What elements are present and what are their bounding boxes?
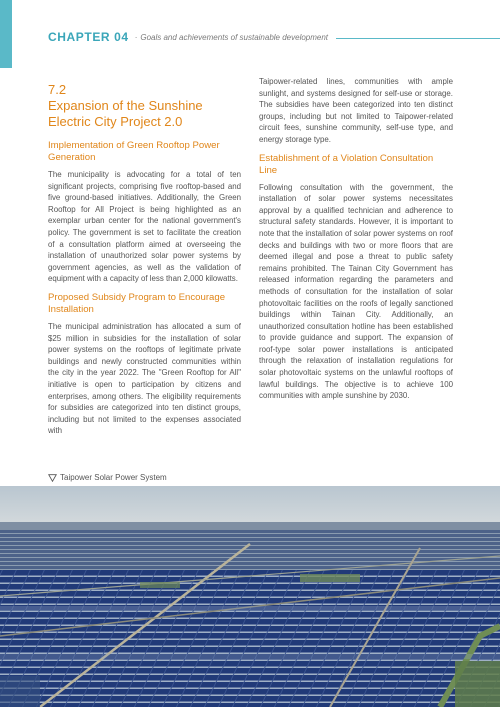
heading-green-rooftop: Implementation of Green Rooftop Power Generation xyxy=(48,140,220,163)
photo-caption-text: Taipower Solar Power System xyxy=(60,473,167,482)
paragraph-subsidy-program: The municipal administration has allocated a sum of $25 million in subsidies for the installation of solar power systems on the rooftops of legitimate private buildings and newly constructed communities within the city in the year 2022. The "Green Rooftop for All" initiative is open to participation by citizens and enterprises, among others. The eligibility requirements for subsidies are categorized into ten distinct groups, including but not limited to the expenses associated with xyxy=(48,321,241,436)
chapter-corner-tab xyxy=(0,0,12,68)
chapter-label: CHAPTER 04 xyxy=(48,30,129,44)
left-column xyxy=(48,78,241,444)
heading-subsidy-program: Proposed Subsidy Program to Encourage Installation xyxy=(48,291,226,315)
paragraph-green-rooftop: The municipality is advocating for a total of ten significant projects, comprising five rooftop-based and five ground-based initiatives. Additionally, the Green Rooftop for All Project is being highlighted as an exemplar urban center for the national government's policy. The government is set to facilitate the creation of a consultation platform aimed at overseeing the installation of unauthorized solar power systems by government agencies, as well as the validation of equipment with a capacity of less than 2,000 kilowatts. xyxy=(48,170,241,284)
heading-consultation-line: Establishment of a Violation Consultation Line xyxy=(259,152,434,176)
chapter-rule xyxy=(336,38,500,39)
paragraph-subsidy-continued: Taipower-related lines, communities with ample sunlight, and systems designed for self-use or storage. The subsidies have been categorized into ten distinct groups, including but not limited to Taipower-related circuit fees, sunshine community, self-use type, and energy storage type. xyxy=(259,77,453,144)
chapter-header xyxy=(48,29,500,45)
photo-caption xyxy=(48,473,167,482)
right-column xyxy=(259,76,453,409)
triangle-down-icon xyxy=(48,474,57,482)
paragraph-consultation-line: Following consultation with the government, the installation of solar power systems necessitates approval by a qualified technician and adherence to structural safety standards. However, it is important to note that the installation of solar power systems on roof decks and buildings with two or more floors that are deemed illegal and pose a threat to public safety remains prohibited. The Tainan City Government has released information regarding the parameters and methods of consultation for the installation of solar photovoltaic facilities on the roofs of legally sanctioned buildings within Tainan City. Additionally, an unauthorized consultation hotline has been established to provide guidance and support. The expansion of roof-type solar power installations is anticipated through the relaxation of installation regulations for solar photovoltaic systems on the unlawful rooftops of lawful buildings. The objective is to achieve 100 communities with ample sunshine by 2030. xyxy=(259,182,453,401)
chapter-separator: · xyxy=(134,32,138,42)
section-title: Expansion of the Sunshine Electric City Project 2.0 xyxy=(48,98,203,129)
chapter-subtitle: Goals and achievements of sustainable development xyxy=(140,32,329,42)
section-number: 7.2 xyxy=(48,82,67,97)
solar-farm-photo xyxy=(0,486,500,707)
